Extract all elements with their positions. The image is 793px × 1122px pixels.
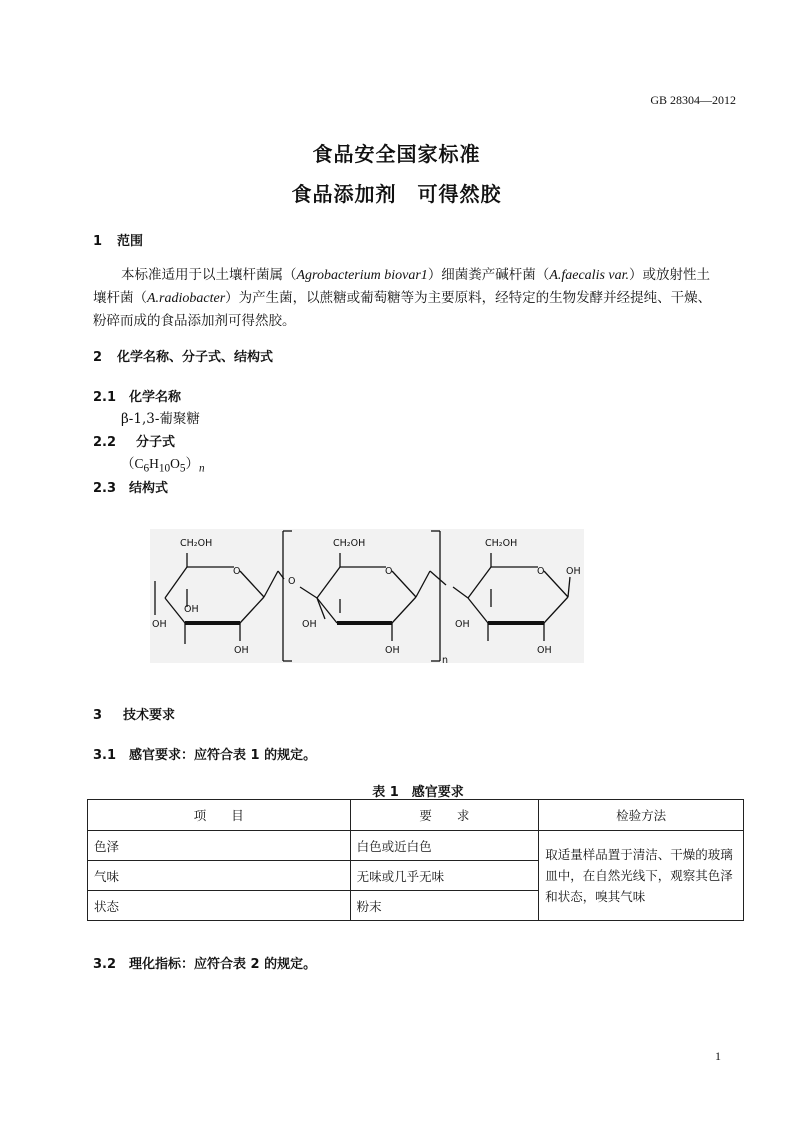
oh-label: OH: [537, 645, 552, 656]
page-number: 1: [715, 1049, 721, 1063]
requirement-cell: 无味或几乎无味: [350, 861, 539, 891]
text-run: ）细菌粪产碱杆菌（: [427, 267, 550, 283]
oh-label: OH: [385, 645, 400, 656]
test-method-cell: 取适量样品置于清洁、干燥的玻璃皿中，在自然光线下，观察其色泽和状态，嗅其气味: [539, 831, 744, 921]
scope-paragraph: [93, 264, 713, 333]
requirement-cell: 粉末: [350, 891, 539, 921]
glycosidic-oxygen-label: O: [288, 576, 296, 587]
item-cell: 气味: [88, 861, 351, 891]
section-3-1-heading: [93, 744, 316, 763]
document-subtitle: 食品添加剂 可得然胶: [291, 182, 502, 206]
section-title: 结构式: [129, 481, 169, 496]
section-number: 3.2: [93, 957, 117, 972]
section-number: 3.1: [93, 748, 117, 763]
text-run: ）为产生菌，以蔗糖或葡萄糖等为主要原料，经特定的生物发酵并经提纯、干燥、粉碎而成的食品添加剂可得然胶。: [93, 290, 712, 329]
molecular-formula: $(C_6H_{10}O_5)_n$: [121, 456, 205, 475]
section-number: 2.1: [93, 390, 117, 405]
standard-number: GB 28304—2012: [650, 93, 736, 107]
table-1-title: 表 1 感官要求: [372, 785, 464, 800]
section-title: 化学名称、分子式、结构式: [117, 350, 274, 365]
section-number: 2.2: [93, 435, 117, 450]
column-header-requirement: 要 求: [350, 800, 539, 831]
oh-label: OH: [152, 619, 167, 630]
ch2oh-label: CH₂OH: [333, 538, 366, 549]
item-cell: 状态: [88, 891, 351, 921]
latin-name: Agrobacterium biovar1: [296, 268, 428, 283]
latin-name: A.radiobacter: [147, 291, 226, 306]
item-cell: 色泽: [88, 831, 351, 861]
section-2-1-heading: [93, 386, 181, 405]
oh-label: OH: [455, 619, 470, 630]
section-number: 2: [93, 350, 103, 365]
section-title: 理化指标：应符合表 2 的规定。: [129, 957, 317, 972]
text-run: ）或放射性土壤杆菌（: [93, 267, 711, 306]
document-title: 食品安全国家标准: [312, 142, 481, 166]
oh-label: OH: [184, 604, 199, 615]
section-number: 3: [93, 708, 103, 723]
section-title: 感官要求：应符合表 1 的规定。: [129, 748, 317, 763]
section-number: 1: [93, 234, 103, 249]
section-title: 技术要求: [123, 708, 176, 723]
structural-formula-diagram: [150, 529, 584, 663]
section-2-2-heading: [93, 431, 175, 450]
column-header-method: 检验方法: [539, 800, 744, 831]
sensory-requirements-table: [87, 799, 744, 921]
column-header-item: 项 目: [88, 800, 351, 831]
repeat-n-label: n: [442, 655, 449, 663]
table-header-row: [88, 800, 744, 831]
ch2oh-label: CH₂OH: [485, 538, 518, 549]
chemical-name-value: β-1,3-葡聚糖: [121, 411, 200, 427]
section-3-2-heading: [93, 953, 316, 972]
oh-label: OH: [234, 645, 249, 656]
ring-oxygen-label: O: [233, 566, 241, 577]
ring-oxygen-label: O: [537, 566, 545, 577]
ch2oh-label: CH₂OH: [180, 538, 213, 549]
section-number: 2.3: [93, 481, 117, 496]
section-title: 分子式: [136, 435, 176, 450]
requirement-cell: 白色或近白色: [350, 831, 539, 861]
section-2-heading: [93, 346, 273, 365]
section-1-heading: [93, 230, 143, 249]
oh-label: OH: [566, 566, 581, 577]
text-run: 本标准适用于以土壤杆菌属（: [121, 267, 297, 283]
section-title: 化学名称: [129, 390, 182, 405]
section-title: 范围: [117, 234, 144, 249]
ring-oxygen-label: O: [385, 566, 393, 577]
table-row: [88, 831, 744, 861]
section-3-heading: [93, 704, 175, 723]
oh-label: OH: [302, 619, 317, 630]
section-2-3-heading: [93, 477, 168, 496]
latin-name: A.faecalis var.: [549, 268, 630, 283]
